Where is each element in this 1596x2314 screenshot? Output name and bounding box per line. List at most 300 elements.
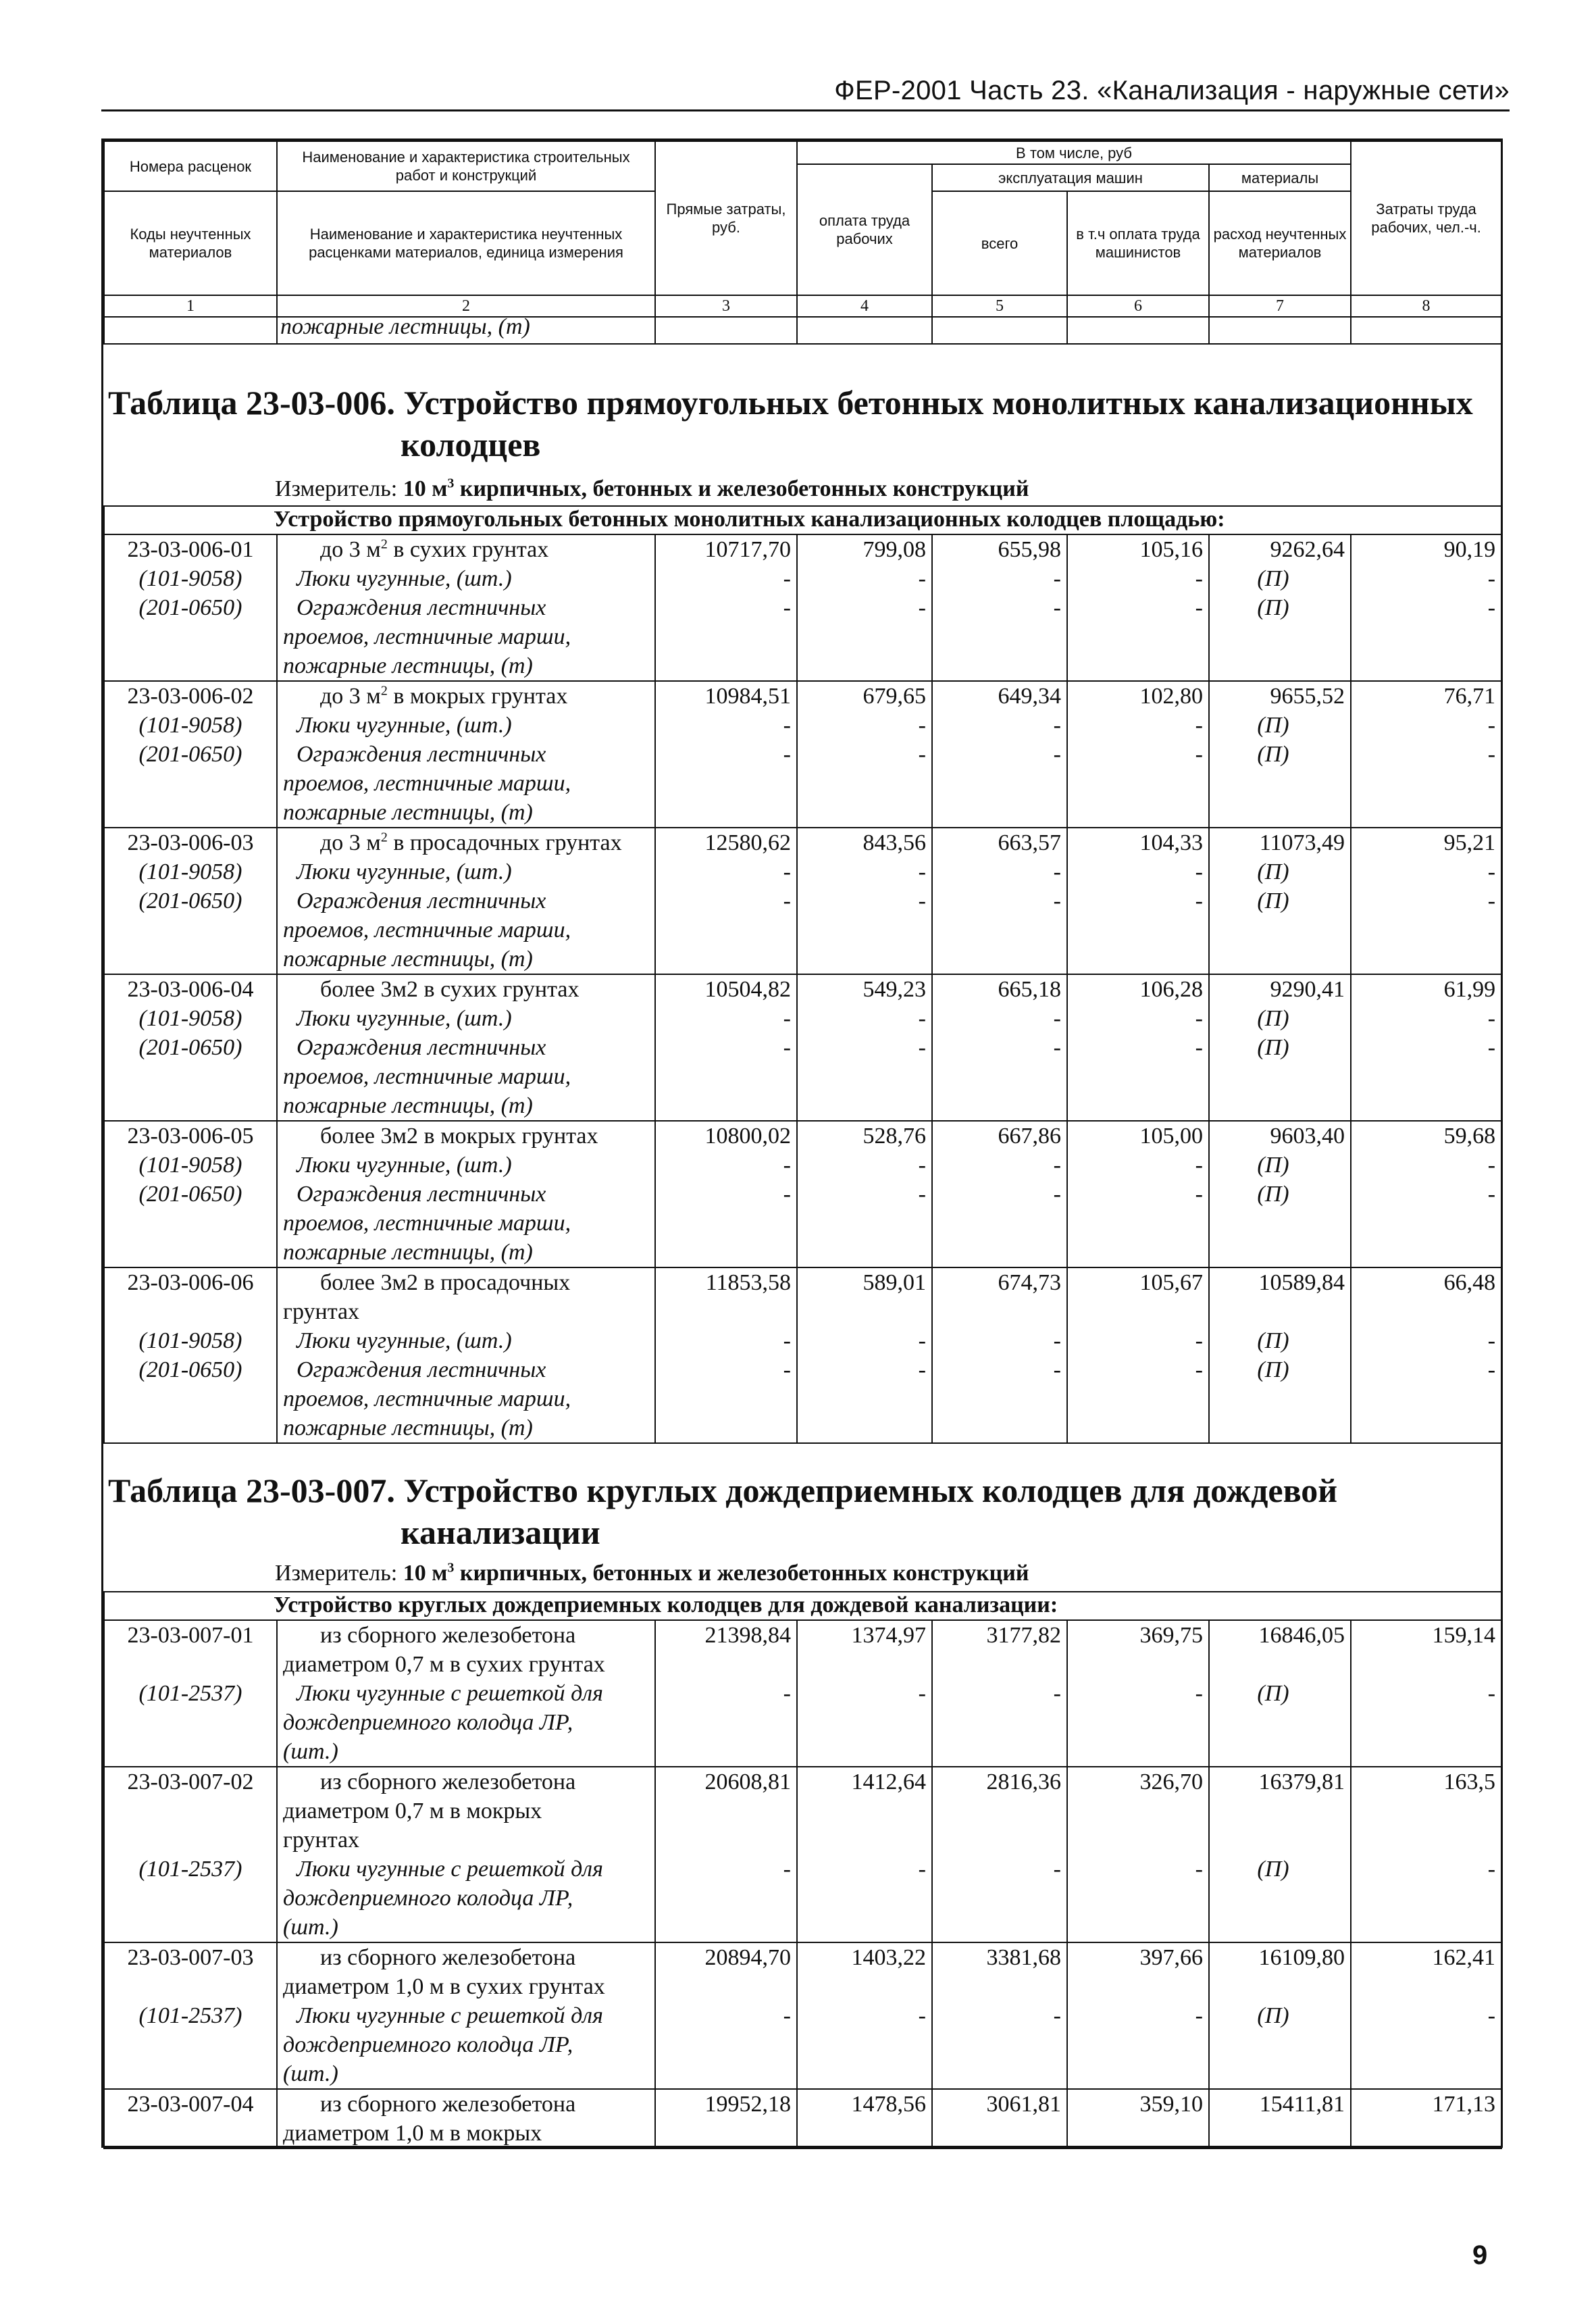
spacer [1357, 1913, 1495, 1942]
value-cell-c5 [932, 681, 1067, 828]
work-name-text: до 3 м [320, 830, 381, 855]
value-c7: 10589,84 [1258, 1270, 1345, 1295]
spacer [1073, 2119, 1203, 2148]
material-code: (101-2537) [138, 2003, 242, 2028]
spacer [1073, 945, 1203, 974]
spacer [1357, 1650, 1495, 1679]
superscript: 2 [380, 683, 388, 699]
value-cell-c6 [1067, 1620, 1209, 1767]
value-c3: 21398,84 [704, 1623, 791, 1648]
value-c7: 16379,81 [1258, 1769, 1345, 1794]
spacer [1215, 1062, 1345, 1091]
not-counted-mark: (П) [1257, 1357, 1289, 1382]
col-number: 5 [932, 295, 1067, 317]
not-counted-mark: (П) [1257, 742, 1289, 767]
spacer [803, 2119, 926, 2148]
spacer [1073, 1737, 1203, 1766]
spacer [661, 1413, 791, 1442]
dash: - [918, 2003, 926, 2028]
material-code: (201-0650) [138, 742, 242, 767]
value-c6: 359,10 [1139, 2092, 1203, 2117]
spacer [1357, 1209, 1495, 1238]
dash: - [783, 1182, 791, 1207]
material-name [283, 1033, 649, 1120]
spacer [1215, 1413, 1345, 1442]
spacer [1215, 651, 1345, 680]
spacer [661, 798, 791, 827]
rate-row [104, 534, 1501, 681]
code-cell [104, 534, 277, 681]
value-c5: 663,57 [998, 830, 1061, 855]
spacer [1215, 1826, 1345, 1855]
material-name-line: проемов, лестничные марши, [283, 1386, 571, 1411]
material-name-line: проемов, лестничные марши, [283, 1211, 571, 1236]
dash: - [1053, 1182, 1061, 1207]
superscript: 2 [380, 830, 388, 845]
spacer [1357, 1826, 1495, 1855]
value-cell-c5 [932, 1121, 1067, 1267]
col-4-header: оплата труда рабочих [797, 164, 932, 295]
spacer [661, 945, 791, 974]
value-c4: 843,56 [863, 830, 926, 855]
spacer [1215, 1884, 1345, 1913]
spacer [1357, 1737, 1495, 1766]
material-name-line: дождеприемного колодца ЛР, [283, 1886, 573, 1911]
value-c7: 9290,41 [1270, 977, 1345, 1002]
material-name-line: Люки чугунные, (шт.) [297, 1006, 512, 1031]
value-cell-c5 [932, 1767, 1067, 1942]
rate-row [104, 2089, 1501, 2148]
dash: - [1053, 742, 1061, 767]
spacer [1215, 2030, 1345, 2059]
dash: - [1487, 2003, 1496, 2028]
spacer [661, 622, 791, 651]
col-number: 6 [1067, 295, 1209, 317]
spacer [1073, 1826, 1203, 1855]
spacer [938, 945, 1061, 974]
name-cell [277, 681, 655, 828]
spacer [803, 798, 926, 827]
spacer [110, 1737, 271, 1766]
material-code: (101-9058) [138, 859, 242, 884]
table-title-line: канализации [401, 1513, 600, 1551]
material-name-line: Люки чугунные, (шт.) [297, 713, 512, 738]
spacer [1357, 1708, 1495, 1737]
dash: - [783, 1857, 791, 1882]
work-name-text: более 3м2 в просадочных [320, 1270, 571, 1295]
spacer [1215, 1209, 1345, 1238]
spacer [1357, 769, 1495, 798]
spacer [1073, 1297, 1203, 1326]
dash: - [783, 1153, 791, 1178]
spacer [938, 1826, 1061, 1855]
not-counted-mark: (П) [1257, 1182, 1289, 1207]
spacer [661, 1297, 791, 1326]
spacer [938, 769, 1061, 798]
spacer [1073, 2059, 1203, 2088]
subheader-row [104, 506, 1501, 534]
spacer [110, 1238, 271, 1267]
value-c3: 10504,82 [704, 977, 791, 1002]
work-name-text: из сборного железобетона [320, 1769, 576, 1794]
value-c8: 171,13 [1432, 2092, 1496, 2117]
material-name-line: Люки чугунные, (шт.) [297, 1328, 512, 1353]
spacer [803, 1708, 926, 1737]
material-name-line: Люки чугунные, (шт.) [297, 859, 512, 884]
value-c6: 105,00 [1139, 1124, 1203, 1149]
spacer [803, 915, 926, 945]
material-name-line: Ограждения лестничных [297, 1035, 546, 1060]
material-name [283, 857, 649, 886]
value-c4: 528,76 [863, 1124, 926, 1149]
spacer [1215, 1972, 1345, 2001]
spacer [1215, 1737, 1345, 1766]
spacer [803, 651, 926, 680]
spacer [938, 1913, 1061, 1942]
material-name-line: дождеприемного колодца ЛР, [283, 2032, 573, 2057]
rate-row [104, 1620, 1501, 1767]
dash: - [783, 859, 791, 884]
value-cell-c3 [655, 1121, 797, 1267]
work-name-continued: грунтах [283, 1828, 360, 1853]
spacer [1215, 2059, 1345, 2088]
value-cell-c4 [797, 974, 932, 1121]
work-name-text: из сборного железобетона [320, 2092, 576, 2117]
spacer [1357, 2059, 1495, 2088]
spacer [110, 1913, 271, 1942]
page-number: 9 [1472, 2240, 1488, 2270]
spacer [1073, 1209, 1203, 1238]
spacer [938, 1209, 1061, 1238]
value-c7: 11073,49 [1259, 830, 1345, 855]
value-c7: 9262,64 [1270, 537, 1345, 562]
code-cell [104, 1767, 277, 1942]
spacer [661, 1091, 791, 1120]
value-c3: 10984,51 [704, 684, 791, 709]
spacer [938, 798, 1061, 827]
dash: - [1487, 1035, 1496, 1060]
spacer [1357, 1413, 1495, 1442]
work-name-continued: диаметром 1,0 м в мокрых [283, 2121, 542, 2146]
spacer [1357, 1238, 1495, 1267]
subheader-text: Устройство круглых дождеприемных колодцев для дождевой канализации: [274, 1592, 1058, 1617]
dash: - [918, 1681, 926, 1706]
dash: - [918, 1328, 926, 1353]
work-name [283, 1621, 649, 1650]
group-header: В том числе, руб [797, 141, 1351, 164]
spacer [1215, 1796, 1345, 1826]
spacer [803, 1413, 926, 1442]
dash: - [918, 566, 926, 591]
material-code: (101-2537) [138, 1681, 242, 1706]
material-name-line: проемов, лестничные марши, [283, 917, 571, 942]
spacer [110, 945, 271, 974]
column-header-table [103, 141, 1502, 345]
col-number: 4 [797, 295, 932, 317]
value-cell-c7 [1209, 1121, 1351, 1267]
value-c7: 16109,80 [1258, 1945, 1345, 1970]
dash: - [1053, 566, 1061, 591]
dash: - [1053, 1328, 1061, 1353]
spacer [938, 1708, 1061, 1737]
spacer [1215, 769, 1345, 798]
col-number: 1 [104, 295, 277, 317]
spacer [1215, 2119, 1345, 2148]
value-c8: 76,71 [1443, 684, 1496, 709]
material-name-line: пожарные лестницы, (т) [283, 800, 533, 825]
spacer [938, 1884, 1061, 1913]
value-cell-c3 [655, 1267, 797, 1443]
spacer [661, 915, 791, 945]
dash: - [783, 1328, 791, 1353]
dash: - [1195, 595, 1203, 620]
value-cell-c6 [1067, 2089, 1209, 2148]
rate-code: 23-03-007-04 [127, 2092, 254, 2117]
spacer [803, 2059, 926, 2088]
spacer [803, 945, 926, 974]
spacer [938, 1238, 1061, 1267]
value-c5: 649,34 [998, 684, 1061, 709]
material-name [283, 886, 649, 974]
spacer [803, 1913, 926, 1942]
dash: - [1195, 742, 1203, 767]
dash: - [1487, 713, 1496, 738]
material-code: (101-9058) [138, 1006, 242, 1031]
value-c8: 163,5 [1443, 1769, 1496, 1794]
value-c6: 105,16 [1139, 537, 1203, 562]
material-name [283, 711, 649, 740]
dash: - [918, 1153, 926, 1178]
material-name-line: пожарные лестницы, (т) [283, 1093, 533, 1118]
material-name [283, 1855, 649, 1942]
spacer [661, 2059, 791, 2088]
spacer [661, 769, 791, 798]
dash: - [783, 595, 791, 620]
dash: - [1487, 1328, 1496, 1353]
rate-row [104, 1767, 1501, 1942]
code-cell [104, 1942, 277, 2089]
value-cell-c8 [1351, 1121, 1501, 1267]
spacer [1357, 1884, 1495, 1913]
work-name [283, 682, 649, 711]
value-cell-c7 [1209, 1942, 1351, 2089]
spacer [661, 651, 791, 680]
dash: - [1053, 859, 1061, 884]
value-cell-c3 [655, 534, 797, 681]
not-counted-mark: (П) [1257, 566, 1289, 591]
dash: - [918, 1035, 926, 1060]
header-rule [101, 109, 1510, 111]
not-counted-mark: (П) [1257, 1006, 1289, 1031]
spacer [1073, 798, 1203, 827]
spacer [803, 622, 926, 651]
value-cell-c3 [655, 1620, 797, 1767]
dash: - [1487, 742, 1496, 767]
col-2-bottom: Наименование и характеристика неучтенных расценками материалов, единица измерения [277, 191, 655, 295]
name-cell [277, 974, 655, 1121]
value-c8: 61,99 [1443, 977, 1496, 1002]
spacer [938, 2119, 1061, 2148]
rate-code: 23-03-006-05 [127, 1124, 254, 1149]
work-name-continued: диаметром 0,7 м в сухих грунтах [283, 1652, 605, 1677]
material-name-line: (шт.) [283, 1739, 338, 1764]
material-name [283, 593, 649, 680]
value-cell-c8 [1351, 974, 1501, 1121]
value-c6: 105,67 [1139, 1270, 1203, 1295]
code-cell [104, 828, 277, 974]
name-cell [277, 534, 655, 681]
spacer [938, 1737, 1061, 1766]
continuation-text: пожарные лестницы, (т) [277, 317, 655, 344]
material-name-line: Люки чугунные, (шт.) [297, 1153, 512, 1178]
value-cell-c4 [797, 1767, 932, 1942]
spacer [1357, 798, 1495, 827]
value-c3: 19952,18 [704, 2092, 791, 2117]
spacer [803, 1297, 926, 1326]
material-name-line: Ограждения лестничных [297, 595, 546, 620]
col-1-bottom: Коды неучтенных материалов [104, 191, 277, 295]
value-cell-c7 [1209, 974, 1351, 1121]
material-code: (201-0650) [138, 1182, 242, 1207]
dash: - [1195, 1153, 1203, 1178]
value-c4: 1412,64 [851, 1769, 926, 1794]
value-cell-c8 [1351, 1620, 1501, 1767]
spacer [110, 651, 271, 680]
spacer [661, 1238, 791, 1267]
value-cell-c8 [1351, 534, 1501, 681]
dash: - [783, 1681, 791, 1706]
spacer [1357, 622, 1495, 651]
name-cell [277, 828, 655, 974]
work-name-text: в сухих грунтах [387, 537, 549, 562]
value-cell-c6 [1067, 828, 1209, 974]
value-c6: 397,66 [1139, 1945, 1203, 1970]
table-title-line: Таблица 23-03-006. Устройство прямоугольных бетонных монолитных канализационных [108, 384, 1473, 422]
value-cell-c6 [1067, 1767, 1209, 1942]
material-name-line: проемов, лестничные марши, [283, 771, 571, 796]
work-name-text: из сборного железобетона [320, 1623, 576, 1648]
not-counted-mark: (П) [1257, 1035, 1289, 1060]
value-cell-c7 [1209, 681, 1351, 828]
dash: - [918, 595, 926, 620]
material-name-line: Люки чугунные, (шт.) [297, 566, 512, 591]
work-name [283, 1122, 649, 1151]
value-cell-c6 [1067, 681, 1209, 828]
value-c4: 549,23 [863, 977, 926, 1002]
materials-header: материалы [1209, 164, 1351, 191]
dash: - [1195, 1681, 1203, 1706]
dash: - [918, 888, 926, 913]
value-cell-c7 [1209, 1767, 1351, 1942]
work-name [283, 535, 649, 564]
value-cell-c5 [932, 2089, 1067, 2148]
not-counted-mark: (П) [1257, 1153, 1289, 1178]
spacer [938, 1413, 1061, 1442]
spacer [938, 1650, 1061, 1679]
value-cell-c5 [932, 974, 1067, 1121]
work-name-text: из сборного железобетона [320, 1945, 576, 1970]
value-c8: 95,21 [1443, 830, 1496, 855]
value-c6: 104,33 [1139, 830, 1203, 855]
col-number: 2 [277, 295, 655, 317]
material-code: (201-0650) [138, 1035, 242, 1060]
material-code: (101-9058) [138, 713, 242, 738]
value-cell-c5 [932, 1620, 1067, 1767]
name-cell [277, 1767, 655, 1942]
spacer [1215, 915, 1345, 945]
dash: - [783, 566, 791, 591]
spacer [1357, 945, 1495, 974]
value-c4: 1374,97 [851, 1623, 926, 1648]
dash: - [1487, 1681, 1496, 1706]
value-cell-c6 [1067, 1942, 1209, 2089]
value-c3: 10800,02 [704, 1124, 791, 1149]
material-name [283, 564, 649, 593]
material-name-line: Ограждения лестничных [297, 1357, 546, 1382]
value-c4: 1478,56 [851, 2092, 926, 2117]
dash: - [1053, 1357, 1061, 1382]
rate-row [104, 1942, 1501, 2089]
spacer [803, 769, 926, 798]
spacer [1073, 915, 1203, 945]
dash: - [1053, 888, 1061, 913]
spacer [1215, 1384, 1345, 1413]
col-number: 7 [1209, 295, 1351, 317]
value-cell-c5 [932, 1942, 1067, 2089]
dash: - [1053, 1857, 1061, 1882]
spacer [1073, 1238, 1203, 1267]
not-counted-mark: (П) [1257, 888, 1289, 913]
code-cell [104, 1121, 277, 1267]
dash: - [1195, 1035, 1203, 1060]
value-c5: 3177,82 [986, 1623, 1061, 1648]
spacer [1073, 1708, 1203, 1737]
rate-row [104, 974, 1501, 1121]
dash: - [1053, 2003, 1061, 2028]
spacer [803, 1062, 926, 1091]
spacer [1357, 1091, 1495, 1120]
spacer [1073, 1062, 1203, 1091]
value-cell-c6 [1067, 1267, 1209, 1443]
col-8-header: Затраты труда рабочих, чел.-ч. [1351, 141, 1501, 295]
work-name-continued: диаметром 1,0 м в сухих грунтах [283, 1974, 605, 1999]
value-cell-c3 [655, 828, 797, 974]
dash: - [918, 713, 926, 738]
rate-code: 23-03-006-04 [127, 977, 254, 1002]
material-name [283, 1326, 649, 1355]
not-counted-mark: (П) [1257, 859, 1289, 884]
dash: - [918, 742, 926, 767]
value-cell-c7 [1209, 1620, 1351, 1767]
table-title-007 [108, 1469, 1337, 1553]
spacer [1357, 1384, 1495, 1413]
spacer [1215, 1708, 1345, 1737]
spacer [1357, 2119, 1495, 2148]
dash: - [783, 1006, 791, 1031]
running-header: ФЕР-2001 Часть 23. «Канализация - наружные сети» [834, 76, 1510, 105]
value-cell-c5 [932, 828, 1067, 974]
spacer [938, 1297, 1061, 1326]
value-c5: 655,98 [998, 537, 1061, 562]
dash: - [1195, 1182, 1203, 1207]
table-title-line: колодцев [401, 426, 541, 463]
dash: - [1195, 888, 1203, 913]
dash: - [1487, 888, 1496, 913]
dash: - [1053, 595, 1061, 620]
work-name-text: до 3 м [320, 684, 381, 709]
col-3-header: Прямые затраты, руб. [655, 141, 797, 295]
value-cell-c4 [797, 2089, 932, 2148]
